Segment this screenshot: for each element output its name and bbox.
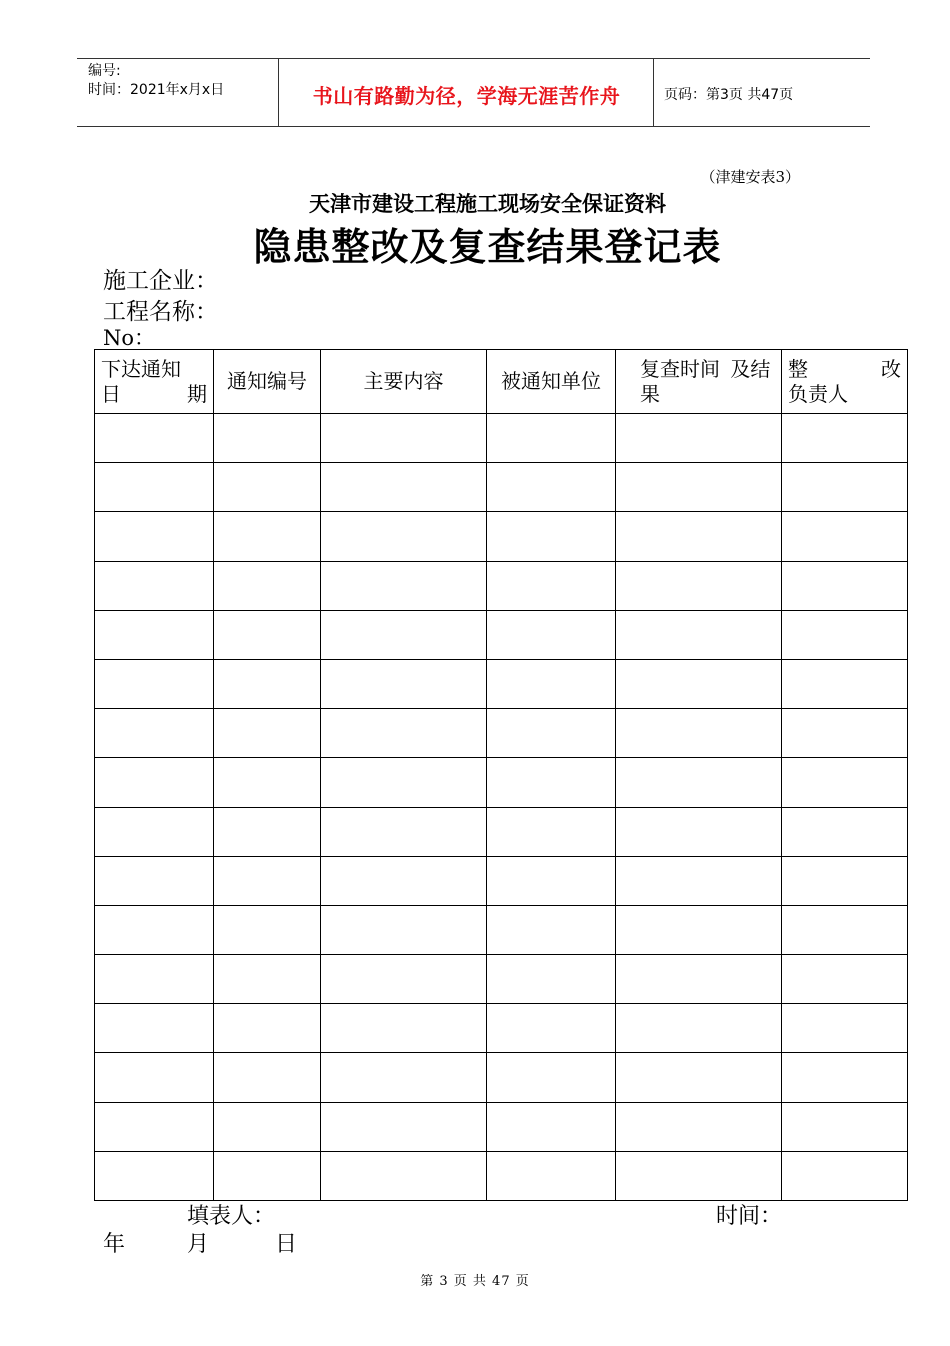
table-cell[interactable]	[214, 1151, 321, 1200]
col-main-content: 主要内容	[321, 350, 487, 414]
header-divider-right	[653, 58, 654, 126]
table-cell[interactable]	[616, 856, 782, 905]
table-cell[interactable]	[321, 856, 487, 905]
table-cell[interactable]	[214, 856, 321, 905]
table-row	[95, 856, 908, 905]
table-cell[interactable]	[95, 758, 214, 807]
table-cell[interactable]	[95, 512, 214, 561]
table-cell[interactable]	[95, 1004, 214, 1053]
table-cell[interactable]	[616, 1004, 782, 1053]
table-cell[interactable]	[487, 414, 616, 463]
table-row	[95, 905, 908, 954]
table-cell[interactable]	[95, 463, 214, 512]
table-cell[interactable]	[214, 807, 321, 856]
year-label: 年	[103, 1232, 126, 1257]
table-cell[interactable]	[782, 758, 908, 807]
col-notified-unit: 被通知单位	[487, 350, 616, 414]
table-cell[interactable]	[782, 807, 908, 856]
serial-label: 编号:	[88, 63, 121, 79]
table-cell[interactable]	[214, 659, 321, 708]
table-cell[interactable]	[782, 659, 908, 708]
fill-time-label: 时间：	[716, 1204, 783, 1229]
table-cell[interactable]	[321, 659, 487, 708]
table-cell[interactable]	[616, 709, 782, 758]
table-cell[interactable]	[782, 1053, 908, 1102]
table-cell[interactable]	[214, 1053, 321, 1102]
form-code: （津建安表3）	[700, 168, 800, 186]
table-cell[interactable]	[782, 610, 908, 659]
col-review-result: 复查时间 及结果	[616, 350, 782, 414]
table-cell[interactable]	[95, 905, 214, 954]
table-cell[interactable]	[214, 561, 321, 610]
table-cell[interactable]	[321, 905, 487, 954]
table-cell[interactable]	[487, 1151, 616, 1200]
table-cell[interactable]	[321, 561, 487, 610]
table-cell[interactable]	[214, 955, 321, 1004]
table-cell[interactable]	[616, 758, 782, 807]
table-cell[interactable]	[95, 955, 214, 1004]
table-header-row	[95, 350, 908, 414]
document-subtitle: 天津市建设工程施工现场安全保证资料	[309, 191, 666, 216]
table-cell[interactable]	[782, 463, 908, 512]
table-cell[interactable]	[616, 659, 782, 708]
col-responsible-person: 整 改 负责人	[782, 350, 908, 414]
header-top-rule	[77, 58, 870, 59]
col-notice-number: 通知编号	[214, 350, 321, 414]
table-cell[interactable]	[616, 1102, 782, 1151]
table-cell[interactable]	[95, 610, 214, 659]
table-cell[interactable]	[95, 807, 214, 856]
table-cell[interactable]	[487, 709, 616, 758]
table-cell[interactable]	[616, 905, 782, 954]
table-cell[interactable]	[487, 856, 616, 905]
table-cell[interactable]	[95, 856, 214, 905]
table-cell[interactable]	[95, 1053, 214, 1102]
filler-label: 填表人：	[187, 1204, 276, 1229]
header-divider-left	[278, 58, 279, 126]
table-cell[interactable]	[214, 512, 321, 561]
project-name-label: 工程名称：	[103, 299, 218, 325]
table-cell[interactable]	[782, 955, 908, 1004]
table-cell[interactable]	[214, 1102, 321, 1151]
table-cell[interactable]	[616, 463, 782, 512]
table-cell[interactable]	[95, 1102, 214, 1151]
page-info: 页码：第3页 共47页	[664, 87, 794, 103]
table-cell[interactable]	[616, 1151, 782, 1200]
table-cell[interactable]	[616, 414, 782, 463]
table-cell[interactable]	[616, 561, 782, 610]
table-cell[interactable]	[95, 561, 214, 610]
table-cell[interactable]	[321, 807, 487, 856]
month-label: 月	[187, 1232, 210, 1257]
header-meta	[88, 62, 224, 100]
table-cell[interactable]	[321, 463, 487, 512]
table-cell[interactable]	[214, 414, 321, 463]
table-row	[95, 1004, 908, 1053]
table-cell[interactable]	[616, 610, 782, 659]
table-cell[interactable]	[487, 807, 616, 856]
table-cell[interactable]	[782, 414, 908, 463]
table-cell[interactable]	[214, 610, 321, 659]
table-row	[95, 512, 908, 561]
table-cell[interactable]	[321, 1151, 487, 1200]
table-cell[interactable]	[782, 512, 908, 561]
table-cell[interactable]	[487, 659, 616, 708]
table-cell[interactable]	[95, 709, 214, 758]
table-cell[interactable]	[321, 1102, 487, 1151]
page-footer: 第 3 页 共 47 页	[420, 1274, 530, 1289]
table-cell[interactable]	[214, 758, 321, 807]
table-row	[95, 709, 908, 758]
table-cell[interactable]	[782, 709, 908, 758]
table-cell[interactable]	[95, 659, 214, 708]
table-row	[95, 414, 908, 463]
hazard-register-table	[94, 349, 908, 1201]
table-row	[95, 758, 908, 807]
table-cell[interactable]	[782, 905, 908, 954]
table-cell[interactable]	[487, 1102, 616, 1151]
date-line	[103, 1227, 297, 1258]
number-label: No：	[103, 326, 156, 350]
table-cell[interactable]	[487, 463, 616, 512]
motto-banner: 书山有路勤为径，学海无涯苦作舟	[312, 84, 621, 108]
table-cell[interactable]	[95, 1151, 214, 1200]
table-cell[interactable]	[616, 955, 782, 1004]
table-cell[interactable]	[487, 512, 616, 561]
table-cell[interactable]	[782, 856, 908, 905]
table-cell[interactable]	[782, 561, 908, 610]
table-cell[interactable]	[616, 807, 782, 856]
table-cell[interactable]	[321, 709, 487, 758]
document-title: 隐患整改及复查结果登记表	[253, 225, 722, 269]
table-cell[interactable]	[95, 414, 214, 463]
table-row	[95, 610, 908, 659]
company-label: 施工企业：	[103, 268, 218, 294]
table-cell[interactable]	[487, 1053, 616, 1102]
table-cell[interactable]	[214, 1004, 321, 1053]
table-cell[interactable]	[321, 758, 487, 807]
table-cell[interactable]	[214, 463, 321, 512]
table-cell[interactable]	[321, 610, 487, 659]
table-cell[interactable]	[321, 1053, 487, 1102]
table-cell[interactable]	[321, 1004, 487, 1053]
table-cell[interactable]	[487, 905, 616, 954]
table-cell[interactable]	[782, 1151, 908, 1200]
table-row	[95, 1053, 908, 1102]
table-cell[interactable]	[782, 1004, 908, 1053]
table-row	[95, 561, 908, 610]
time-label: 时间：2021年x月x日	[88, 82, 225, 98]
table-row	[95, 463, 908, 512]
table-row	[95, 807, 908, 856]
col-notice-date: 下达通知 日 期	[95, 350, 214, 414]
table-cell[interactable]	[487, 1004, 616, 1053]
table-cell[interactable]	[616, 512, 782, 561]
table-cell[interactable]	[487, 610, 616, 659]
table-cell[interactable]	[487, 955, 616, 1004]
table-cell[interactable]	[321, 955, 487, 1004]
table-cell[interactable]	[214, 905, 321, 954]
table-cell[interactable]	[616, 1053, 782, 1102]
day-label: 日	[275, 1232, 298, 1257]
table-cell[interactable]	[214, 709, 321, 758]
table-body	[95, 414, 908, 1201]
table-row	[95, 659, 908, 708]
table-cell[interactable]	[782, 1102, 908, 1151]
table-cell[interactable]	[321, 512, 487, 561]
header-bottom-rule	[77, 126, 870, 127]
table-cell[interactable]	[487, 561, 616, 610]
table-row	[95, 955, 908, 1004]
table-row	[95, 1151, 908, 1200]
table-row	[95, 1102, 908, 1151]
table-cell[interactable]	[321, 414, 487, 463]
table-cell[interactable]	[487, 758, 616, 807]
